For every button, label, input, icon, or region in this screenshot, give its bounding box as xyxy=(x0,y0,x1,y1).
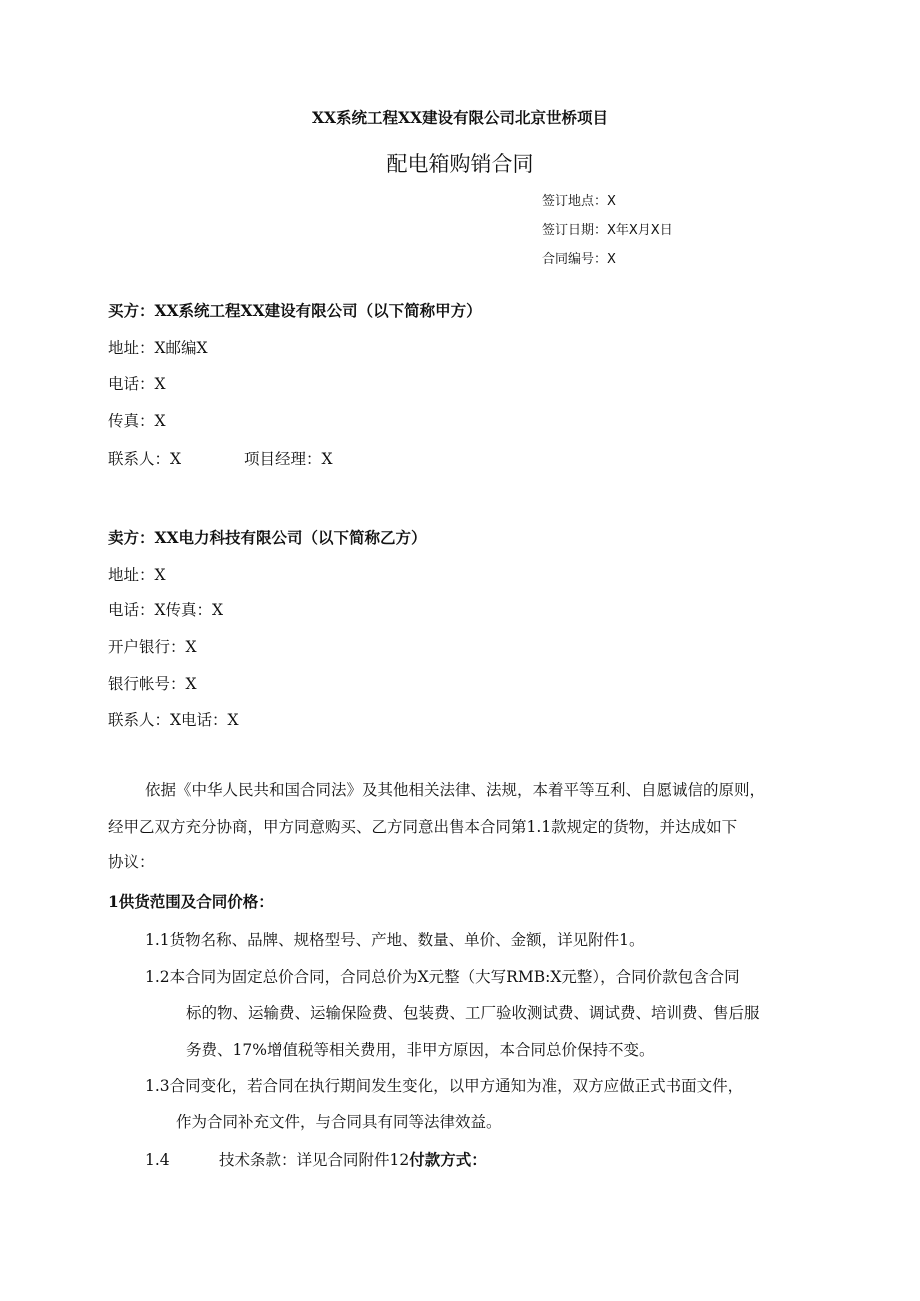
seller-bank: 开户银行：X xyxy=(108,638,197,656)
document-title: 配电箱购销合同 xyxy=(386,152,534,176)
buyer-contact: 联系人：X xyxy=(108,450,182,468)
buyer-heading: 买方：XX系统工程XX建设有限公司（以下简称甲方） xyxy=(108,301,482,320)
seller-address: 地址：X xyxy=(108,566,166,584)
clause-1-1: 1.1货物名称、品牌、规格型号、产地、数量、单价、金额，详见附件1。 xyxy=(145,931,645,949)
intro-line-1: 依据《中华人民共和国合同法》及其他相关法律、法规，本着平等互利、自愿诚信的原则， xyxy=(145,781,766,799)
clause-1-3-line-1: 1.3合同变化，若合同在执行期间发生变化，以甲方通知为准，双方应做正式书面文件， xyxy=(145,1077,744,1095)
contract-number: 合同编号：X xyxy=(542,252,616,267)
clause-1-4-text: 技术条款：详见合同附件12 xyxy=(219,1151,410,1169)
clause-1-2-line-1: 1.2本合同为固定总价合同，合同总价为X元整（大写RMB:X元整），合同价款包含合同 xyxy=(145,968,740,986)
section-1-heading: 1供货范围及合同价格： xyxy=(108,892,274,911)
clause-1-2-line-3: 务费、17%增值税等相关费用，非甲方原因，本合同总价保持不变。 xyxy=(186,1041,655,1059)
seller-contact-phone: 联系人：X电话：X xyxy=(108,711,239,729)
signing-date: 签订日期：X年X月X日 xyxy=(542,223,673,238)
buyer-project-manager: 项目经理：X xyxy=(244,450,333,468)
clause-1-3-line-2: 作为合同补充文件，与合同具有同等法律效益。 xyxy=(176,1113,502,1131)
buyer-phone: 电话：X xyxy=(108,375,166,393)
clause-1-2-line-2: 标的物、运输费、运输保险费、包装费、工厂验收测试费、调试费、培训费、售后服 xyxy=(186,1004,760,1022)
signing-place: 签订地点：X xyxy=(542,194,616,209)
seller-heading: 卖方：XX电力科技有限公司（以下简称乙方） xyxy=(108,528,427,547)
buyer-fax: 传真：X xyxy=(108,412,166,430)
seller-account: 银行帐号：X xyxy=(108,675,197,693)
seller-phone-fax: 电话：X传真：X xyxy=(108,601,224,619)
intro-line-3: 协议： xyxy=(108,853,155,871)
intro-line-2: 经甲乙双方充分协商，甲方同意购买、乙方同意出售本合同第1.1款规定的货物，并达成如下 xyxy=(108,818,738,836)
project-title: XX系统工程XX建设有限公司北京世桥项目 xyxy=(311,108,609,127)
section-2-heading: 付款方式： xyxy=(409,1150,487,1169)
clause-1-4-line xyxy=(219,1150,487,1170)
buyer-address: 地址：X邮编X xyxy=(108,339,208,357)
clause-1-4-number: 1.4 xyxy=(145,1151,170,1169)
